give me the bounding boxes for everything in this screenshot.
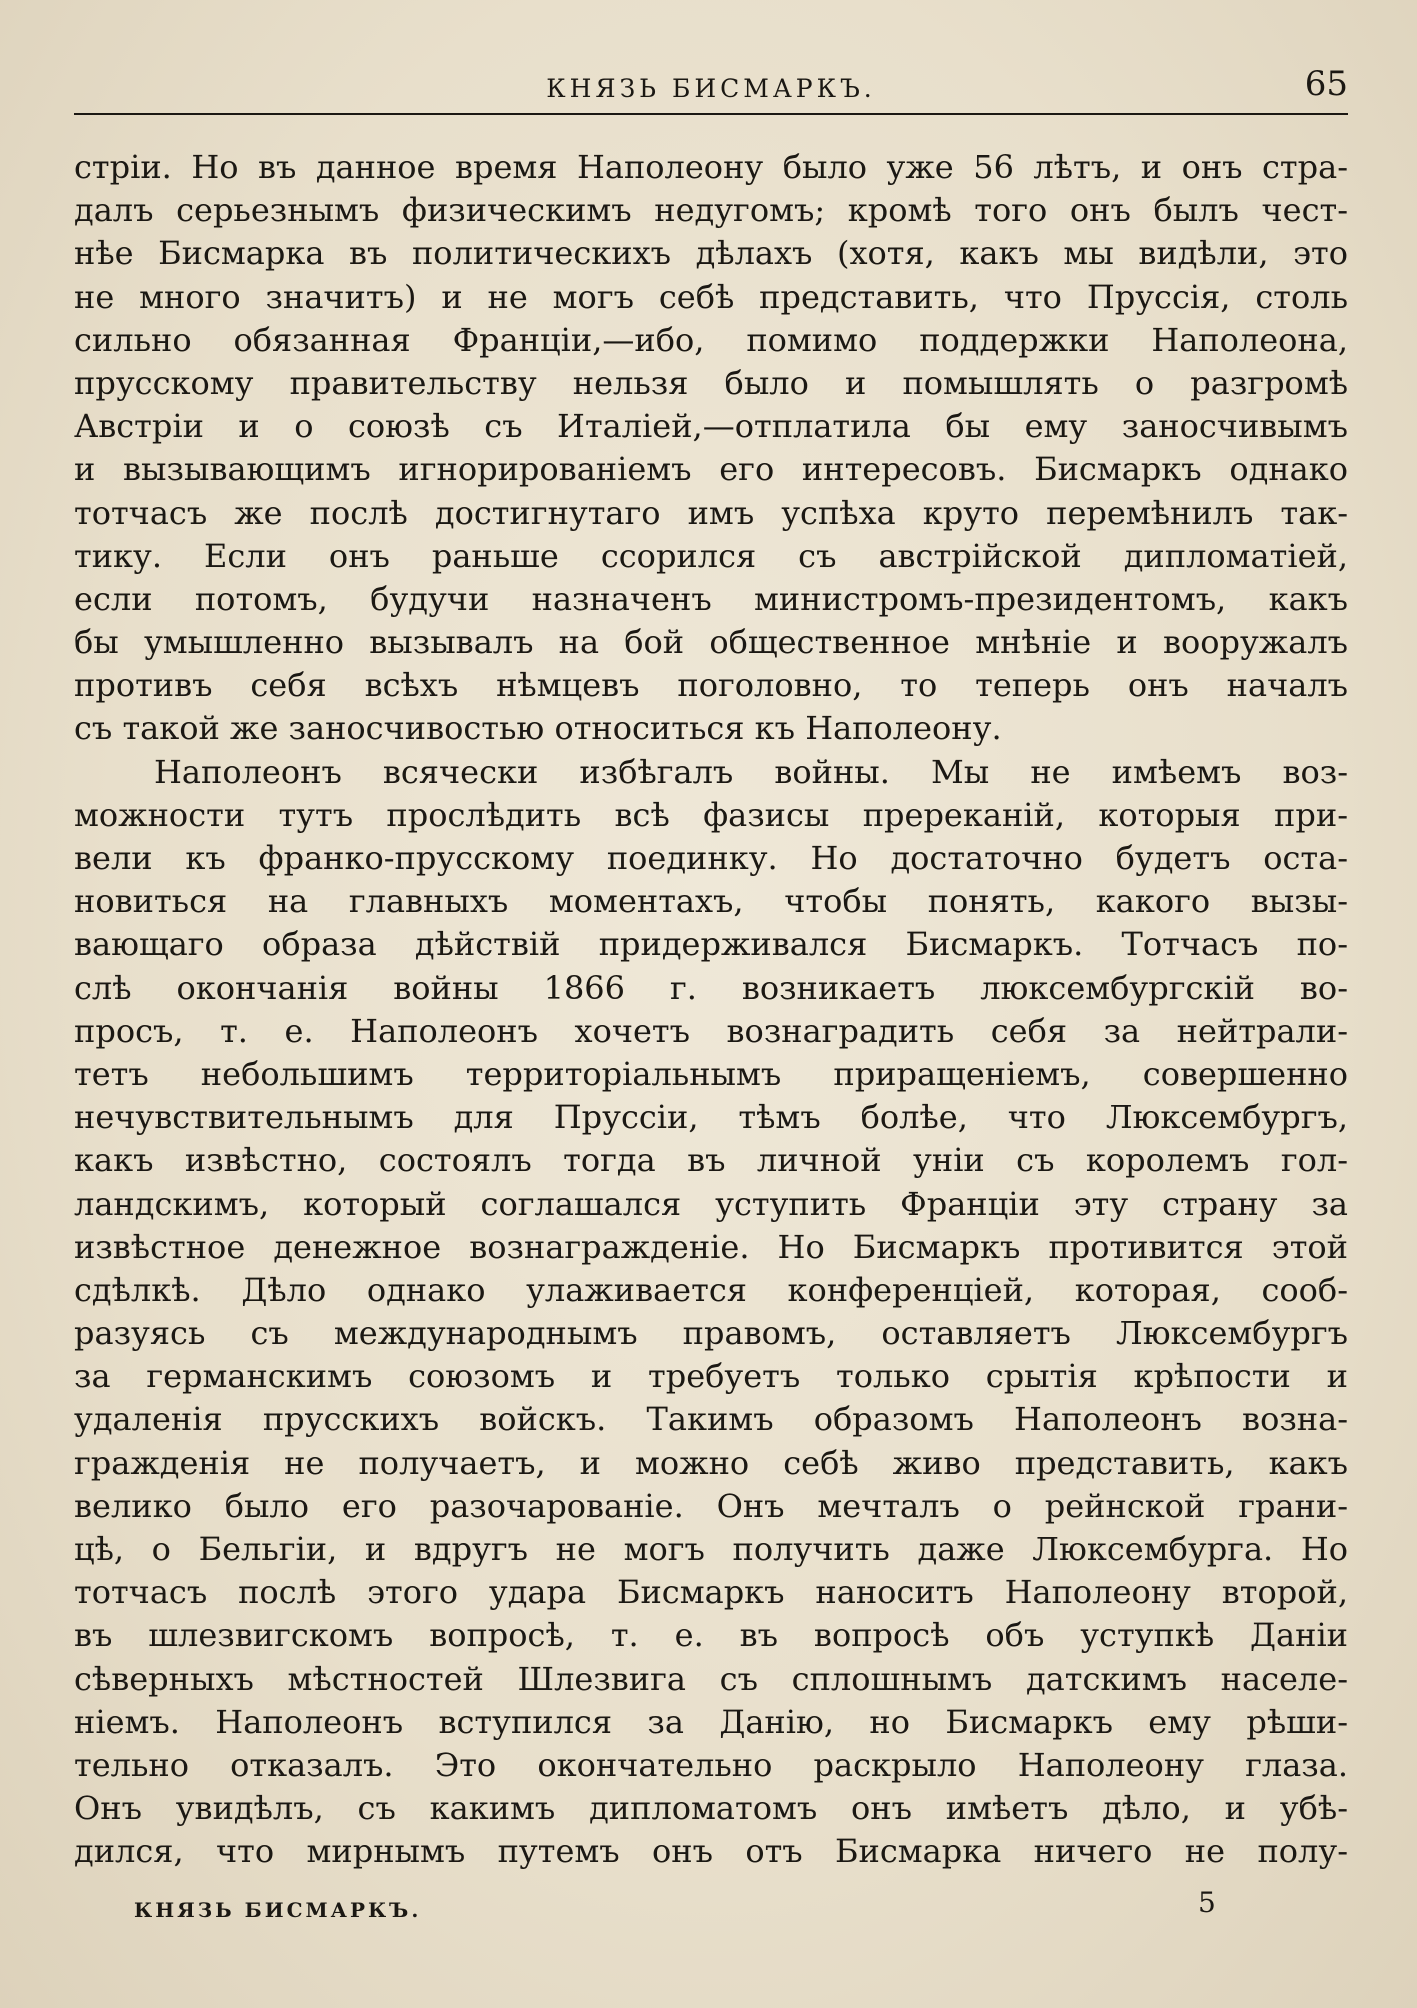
paragraph-end-line: съ такой же заносчивостью относиться къ Наполеону.: [74, 709, 1002, 748]
running-title: КНЯЗЬ БИСМАРКЪ.: [546, 74, 876, 103]
text-line: новиться на главныхъ моментахъ, чтобы понять, какого вызы-: [74, 882, 1348, 921]
text-line: тотчасъ же послѣ достигнутаго имъ успѣха круто перемѣнилъ так-: [74, 493, 1348, 532]
text-line: гражденія не получаетъ, и можно себѣ живо представить, какъ: [74, 1443, 1348, 1482]
text-line: въ шлезвигскомъ вопросѣ, т. е. въ вопросѣ объ уступкѣ Даніи: [74, 1616, 1348, 1655]
body-text: [74, 146, 1348, 1874]
page-number: 65: [1304, 64, 1348, 104]
text-line: вающаго образа дѣйствій придерживался Бисмаркъ. Тотчасъ по-: [74, 925, 1348, 964]
text-line: и вызывающимъ игнорированіемъ его интересовъ. Бисмаркъ однако: [74, 450, 1348, 489]
text-line: за германскимъ союзомъ и требуетъ только срытія крѣпости и: [74, 1357, 1348, 1396]
text-line: просъ, т. е. Наполеонъ хочетъ вознаградить себя за нейтрали-: [74, 1011, 1348, 1050]
text-line: не много значитъ) и не могъ себѣ представить, что Пруссія, столь: [74, 277, 1348, 316]
text-line: тетъ небольшимъ территоріальнымъ приращеніемъ, совершенно: [74, 1054, 1348, 1093]
text-line: ландскимъ, который соглашался уступить Франціи эту страну за: [74, 1184, 1348, 1223]
text-line: противъ себя всѣхъ нѣмцевъ поголовно, то теперь онъ началъ: [74, 666, 1348, 705]
text-line: цѣ, о Бельгіи, и вдругъ не могъ получить даже Люксембурга. Но: [74, 1530, 1348, 1568]
text-line: нѣе Бисмарка въ политическихъ дѣлахъ (хотя, какъ мы видѣли, это: [74, 234, 1348, 273]
text-line: ніемъ. Наполеонъ вступился за Данію, но Бисмаркъ ему рѣши-: [74, 1702, 1348, 1741]
text-line: велико было его разочарованіе. Онъ мечталъ о рейнской грани-: [74, 1486, 1348, 1525]
text-line: Онъ увидѣлъ, съ какимъ дипломатомъ онъ имѣетъ дѣло, и убѣ-: [74, 1789, 1348, 1828]
text-line: тику. Если онъ раньше ссорился съ австрійской дипломатіей,: [74, 536, 1348, 575]
text-line: сѣверныхъ мѣстностей Шлезвига съ сплошнымъ датскимъ населе-: [74, 1659, 1348, 1698]
text-line: если потомъ, будучи назначенъ министромъ-президентомъ, какъ: [74, 579, 1348, 618]
running-head: [74, 64, 1348, 114]
text-line: дился, что мирнымъ путемъ онъ отъ Бисмарка ничего не полу-: [74, 1832, 1348, 1871]
text-line: можности тутъ прослѣдить всѣ фазисы пререканій, которыя при-: [74, 795, 1348, 834]
paragraph-start-line: Наполеонъ всячески избѣгалъ войны. Мы не имѣемъ воз-: [154, 752, 1348, 791]
text-line: разуясь съ международнымъ правомъ, оставляетъ Люксембургъ: [74, 1314, 1348, 1353]
text-line: извѣстное денежное вознагражденіе. Но Бисмаркъ противится этой: [74, 1227, 1348, 1266]
text-line: тотчасъ послѣ этого удара Бисмаркъ наноситъ Наполеону второй,: [74, 1573, 1348, 1612]
text-line: бы умышленно вызывалъ на бой общественное мнѣніе и вооружалъ: [74, 623, 1348, 662]
text-line: слѣ окончанія войны 1866 г. возникаетъ люксембургскій во-: [74, 968, 1348, 1007]
text-line: удаленія прусскихъ войскъ. Такимъ образомъ Наполеонъ возна-: [74, 1400, 1348, 1439]
text-line: стріи. Но въ данное время Наполеону было уже 56 лѣтъ, и онъ стра-: [74, 148, 1348, 186]
signature-number: 5: [1198, 1886, 1216, 1919]
text-line: прусскому правительству нельзя было и помышлять о разгромѣ: [74, 363, 1348, 402]
text-line: нечувствительнымъ для Пруссіи, тѣмъ болѣе, что Люксембургъ,: [74, 1098, 1348, 1137]
header-rule: [74, 113, 1348, 115]
text-line: тельно отказалъ. Это окончательно раскрыло Наполеону глаза.: [74, 1745, 1348, 1784]
text-line: какъ извѣстно, состоялъ тогда въ личной уніи съ королемъ гол-: [74, 1141, 1348, 1180]
text-line: Австріи и о союзѣ съ Италіей,—отплатила бы ему заносчивымъ: [74, 407, 1348, 446]
text-line: сильно обязанная Франціи,—ибо, помимо поддержки Наполеона,: [74, 320, 1348, 359]
text-line: далъ серьезнымъ физическимъ недугомъ; кромѣ того онъ былъ чест-: [74, 191, 1348, 230]
signature-mark: КНЯЗЬ БИСМАРКЪ.: [134, 1898, 422, 1922]
text-line: вели къ франко-прусскому поединку. Но достаточно будетъ оста-: [74, 839, 1348, 877]
text-line: сдѣлкѣ. Дѣло однако улаживается конференціей, которая, сооб-: [74, 1270, 1348, 1309]
